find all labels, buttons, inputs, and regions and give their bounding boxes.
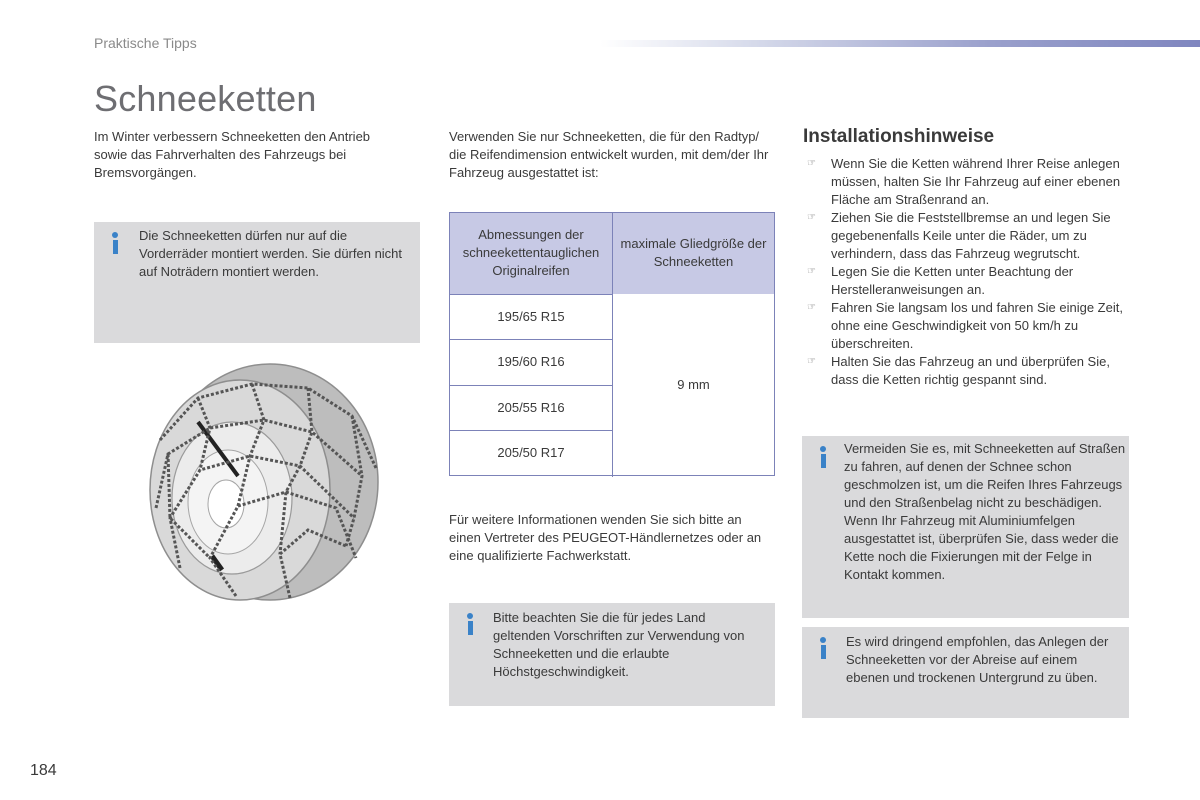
pointing-hand-icon: ☞ (807, 266, 816, 277)
list-item-text: Ziehen Sie die Feststellbremse an und legen Sie gegebenenfalls Keile unter die Räder, um zu verhindern, dass das Fahrzeug wegrutscht. (831, 210, 1111, 261)
info-box-practice (802, 627, 1129, 718)
section-label: Praktische Tipps (94, 35, 197, 51)
snow-chain-illustration (140, 358, 390, 604)
pointing-hand-icon: ☞ (807, 158, 816, 169)
header-gradient-bar (600, 40, 1200, 47)
tyre-size-table (449, 212, 775, 476)
table-cell-tyre: 195/60 R16 (497, 354, 565, 369)
pointing-hand-icon: ☞ (807, 212, 816, 223)
list-item (803, 263, 1128, 299)
table-cell-tyre: 205/55 R16 (497, 400, 565, 415)
list-item-text: Halten Sie das Fahrzeug an und überprüfen Sie, dass die Ketten richtig gespannt sind. (831, 354, 1110, 387)
info-icon (818, 637, 828, 659)
column2-intro: Verwenden Sie nur Schneeketten, die für den Radtyp/ die Reifendimension entwickelt wurden, mit dem/der Ihr Fahrzeug ausgestattet ist: (449, 129, 769, 180)
info-text: Die Schneeketten dürfen nur auf die Vorderräder montiert werden. Sie dürfen nicht auf Noträdern montiert werden. (139, 228, 403, 279)
table-header-cell (613, 213, 774, 294)
table-cell-tyre: 205/50 R17 (497, 445, 565, 460)
installation-list (803, 155, 1128, 389)
list-item-text: Fahren Sie langsam los und fahren Sie einige Zeit, ohne eine Geschwindigkeit von 50 km/h zu überschreiten. (831, 300, 1123, 351)
table-header-cell (450, 213, 613, 294)
more-info-paragraph: Für weitere Informationen wenden Sie sich bitte an einen Vertreter des PEUGEOT-Händlernetzes oder an eine qualifizierte Fachwerkstatt. (449, 512, 762, 563)
pointing-hand-icon: ☞ (807, 302, 816, 313)
table-header-link-size: maximale Gliedgröße der Schneeketten (620, 236, 767, 269)
intro-paragraph: Im Winter verbessern Schneeketten den Antrieb sowie das Fahrverhalten des Fahrzeugs bei Bremsvorgängen. (94, 129, 371, 180)
info-box-regulations (449, 603, 775, 706)
list-item-text: Legen Sie die Ketten unter Beachtung der Herstelleranweisungen an. (831, 264, 1074, 297)
section-heading: Installationshinweise (803, 126, 995, 147)
list-item-text: Wenn Sie die Ketten während Ihrer Reise anlegen müssen, halten Sie Ihr Fahrzeug auf einer ebenen Fläche am Straßenrand an. (831, 156, 1121, 207)
list-item (803, 299, 1128, 353)
info-text: Es wird dringend empfohlen, das Anlegen der Schneeketten vor der Abreise auf einem ebenen und trockenen Untergrund zu üben. (846, 634, 1109, 685)
pointing-hand-icon: ☞ (807, 356, 816, 367)
info-text: Bitte beachten Sie die für jedes Land geltenden Vorschriften zur Verwendung von Schneeketten und die erlaubte Höchstgeschwindigkeit. (493, 610, 745, 679)
list-item (803, 155, 1128, 209)
info-box-front-wheels (94, 222, 420, 343)
info-icon (110, 232, 120, 254)
table-header-tyres: Abmessungen der schneekettentauglichen Originalreifen (462, 227, 600, 278)
info-box-snow-free-roads (802, 436, 1129, 618)
list-item (803, 353, 1128, 389)
list-item (803, 209, 1128, 263)
table-cell-max-link-size: 9 mm (677, 377, 710, 392)
table-cell-tyre: 195/65 R15 (497, 309, 565, 324)
page-title: Schneeketten (94, 78, 317, 119)
info-icon (465, 613, 475, 635)
page-number: 184 (30, 762, 57, 779)
info-icon (818, 446, 828, 468)
info-text: Vermeiden Sie es, mit Schneeketten auf Straßen zu fahren, auf denen der Schnee schon geschmolzen ist, um die Reifen Ihres Fahrzeugs und den Straßenbelag nicht zu beschädigen. Wenn Ihr Fahrzeug mit Aluminiumfelgen ausgestattet ist, überprüfen Sie, dass weder die Kette noch die Fixierungen mit der Felge in Kontakt kommen. (844, 441, 1126, 582)
